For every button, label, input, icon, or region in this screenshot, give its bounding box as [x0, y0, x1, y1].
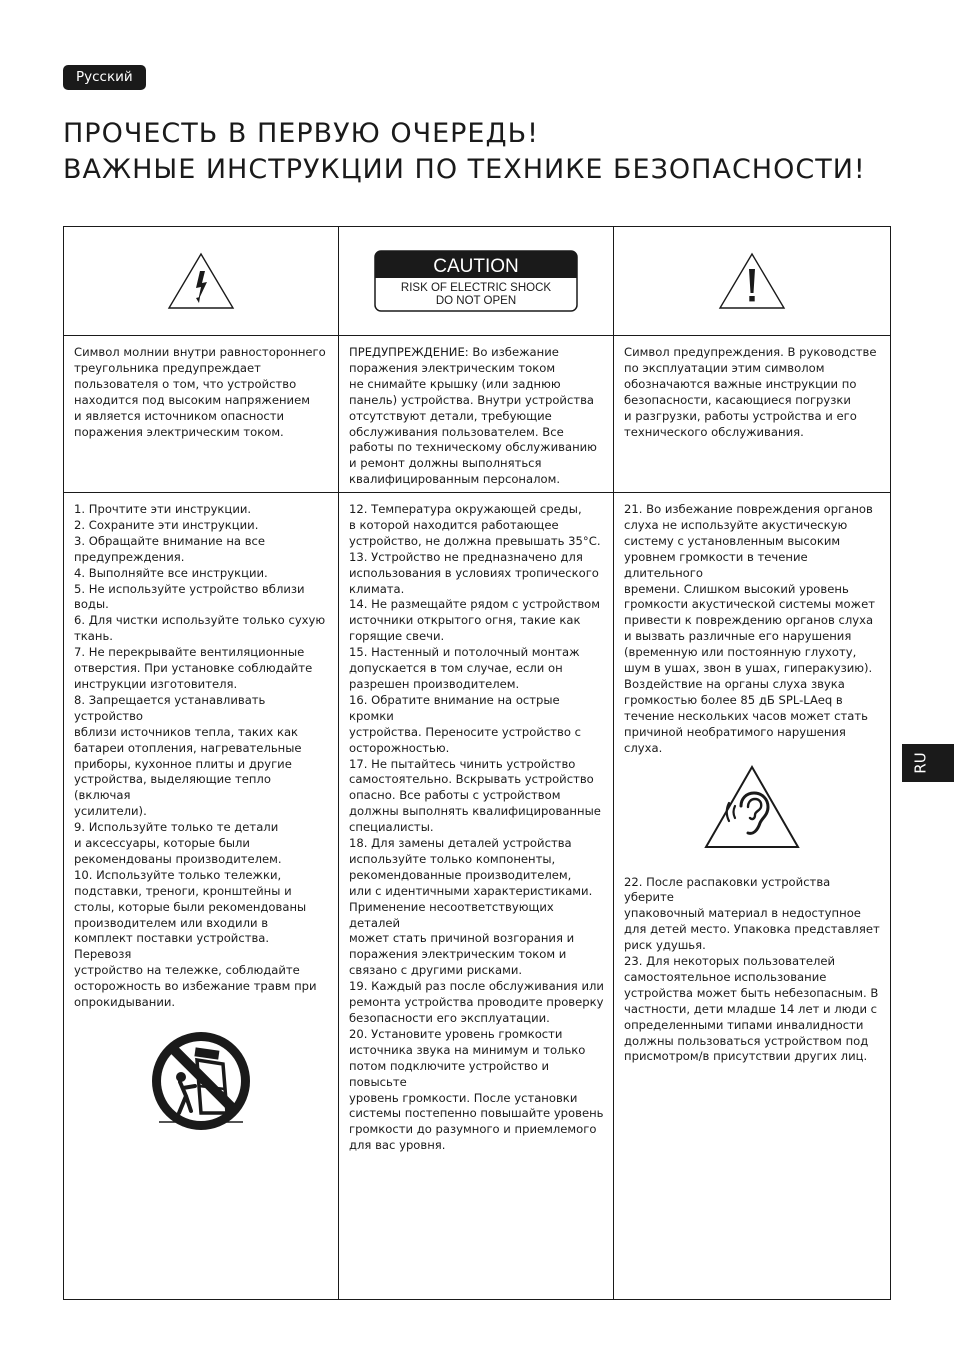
- text-line: привести к повреждению органов слуха: [624, 613, 874, 628]
- text-line: и аксессуары, которые были: [74, 836, 250, 851]
- language-badge: Русский: [63, 65, 146, 90]
- text-line: и вызвать различные его нарушения: [624, 629, 852, 644]
- text-line: 22. После распаковки устройства уберите: [624, 874, 831, 905]
- text-line: устройство, не должна превышать 35°C.: [349, 533, 601, 548]
- descriptions-row: [64, 336, 891, 493]
- text-line: должны пользоваться устройством под: [624, 1033, 869, 1048]
- text-line: источника звука на минимум и только: [349, 1042, 586, 1057]
- text-line: 16. Обратите внимание на острые кромки: [349, 692, 560, 723]
- caution-label-icon: [374, 250, 578, 312]
- side-tab-label: RU: [911, 752, 930, 774]
- text-line: инструкции изготовителя.: [74, 676, 238, 691]
- text-line: слуха не используйте акустическую: [624, 517, 848, 532]
- language-side-tab: [902, 744, 954, 782]
- text-line: причиной необратимого нарушения: [624, 724, 846, 739]
- text-line: источники открытого огня, такие как: [349, 613, 581, 628]
- text-line: поражения электрическим током и: [349, 947, 567, 962]
- text-line: использования в условиях тропического: [349, 565, 599, 580]
- text-line: панель) устройства. Внутри устройства: [349, 392, 595, 407]
- text-line: 18. Для замены деталей устройства: [349, 836, 572, 851]
- text-line: для вас уровня.: [349, 1138, 446, 1153]
- text-line: треугольника предупреждает: [74, 360, 261, 375]
- instructions-col-1: [64, 493, 339, 1300]
- text-line: подставки, треноги, кронштейны и: [74, 883, 292, 898]
- text-line: 13. Устройство не предназначено для: [349, 549, 583, 564]
- text-line: и ремонт должны выполняться: [349, 456, 542, 471]
- text-line: допускается в том случае, если он: [349, 661, 563, 676]
- text-line: для детей место. Упаковка представляет: [624, 922, 880, 937]
- text-line: устройства, выделяющие тепло (включая: [74, 772, 271, 803]
- text-line: 17. Не пытайтесь чинить устройство: [349, 756, 576, 771]
- text-line: и является источником опасности: [74, 408, 285, 423]
- exclamation-warning-icon: [717, 251, 787, 311]
- text-line: громкостью более 85 дБ SPL-LAeq в: [624, 692, 843, 707]
- exclamation-description: [614, 336, 890, 440]
- text-line: устройства может быть небезопасным. В: [624, 985, 879, 1000]
- text-line: связано с другими рисками.: [349, 963, 523, 978]
- text-line: 1. Прочтите эти инструкции.: [74, 502, 252, 516]
- instructions-col-3: [614, 493, 891, 1300]
- text-line: устройство на тележке, соблюдайте: [74, 963, 300, 978]
- text-line: 7. Не перекрывайте вентиляционные: [74, 645, 305, 660]
- text-line: 2. Сохраните эти инструкции.: [74, 517, 259, 532]
- text-line: рекомендованы производителем.: [74, 851, 282, 866]
- page-title: [63, 116, 866, 188]
- text-line: времени. Слишком высокий уровень: [624, 581, 849, 596]
- text-line: вблизи источников тепла, таких как: [74, 724, 299, 739]
- exclamation-description-cell: [614, 336, 891, 493]
- text-line: шум в ушах, звон в ушах, гиперакузию).: [624, 661, 873, 676]
- text-line: 3. Обращайте внимание на все: [74, 533, 266, 548]
- text-line: 4. Выполняйте все инструкции.: [74, 565, 268, 580]
- text-line: 23. Для некоторых пользователей: [624, 954, 836, 969]
- text-line: 20. Установите уровень громкости: [349, 1026, 563, 1041]
- instructions-row: [64, 493, 891, 1300]
- caution-description: [339, 336, 613, 488]
- text-line: пользователя о том, что устройство: [74, 376, 297, 391]
- text-line: систему с установленным высоким: [624, 533, 841, 548]
- lightning-description: [64, 336, 338, 440]
- text-line: ПРЕДУПРЕЖДЕНИЕ: Во избежание: [349, 345, 559, 359]
- text-line: находится под высоким напряжением: [74, 392, 310, 407]
- text-line: используйте только компоненты,: [349, 851, 556, 866]
- text-line: Символ молнии внутри равностороннего: [74, 345, 326, 359]
- text-line: производителем или входили в: [74, 915, 269, 930]
- text-line: и разгрузки, работы устройства и его: [624, 408, 857, 423]
- text-line: 12. Температура окружающей среды,: [349, 502, 582, 516]
- text-line: 9. Используйте только те детали: [74, 820, 279, 835]
- text-line: комплект поставки устройства. Перевозя: [74, 931, 270, 962]
- text-line: безопасности его эксплуатации.: [349, 1011, 550, 1025]
- text-line: горящие свечи.: [349, 629, 445, 644]
- text-line: громкости акустической системы может: [624, 597, 875, 612]
- text-line: Символ предупреждения. В руководстве: [624, 345, 877, 359]
- text-line: 15. Настенный и потолочный монтаж: [349, 645, 580, 660]
- text-line: системы постепенно повышайте уровень: [349, 1106, 604, 1121]
- text-line: разрешен производителем.: [349, 676, 520, 691]
- caution-description-cell: [339, 336, 614, 493]
- text-line: должны выполнять квалифицированные: [349, 804, 601, 819]
- text-line: осторожность во избежание травм при: [74, 979, 317, 994]
- text-line: ремонта устройства проводите проверку: [349, 995, 604, 1010]
- text-line: самостоятельное использование: [624, 969, 827, 984]
- instructions-col-2: [339, 493, 614, 1300]
- text-line: обозначаются важные инструкции по: [624, 376, 857, 391]
- cart-tip-over-warning-icon: [151, 1031, 251, 1131]
- text-line: потом подключите устройство и повысьте: [349, 1058, 550, 1089]
- lightning-description-cell: [64, 336, 339, 493]
- text-line: отсутствуют детали, требующие: [349, 408, 552, 423]
- text-line: предупреждения.: [74, 549, 185, 564]
- safety-table: [63, 226, 891, 1300]
- text-line: по эксплуатации этим символом: [624, 360, 825, 375]
- text-line: 10. Используйте только тележки,: [74, 867, 282, 882]
- text-line: упаковочный материал в недоступное: [624, 906, 861, 921]
- text-line: может стать причиной возгорания и: [349, 931, 575, 946]
- text-line: климата.: [349, 581, 405, 596]
- text-line: 21. Во избежание повреждения органов: [624, 502, 873, 516]
- caution-line-1: RISK OF ELECTRIC SHOCK: [400, 282, 552, 294]
- lightning-warning-icon: [166, 251, 236, 311]
- text-line: 14. Не размещайте рядом с устройством: [349, 597, 601, 612]
- text-line: столы, которые были рекомендованы: [74, 899, 307, 914]
- text-line: безопасности, касающиеся погрузки: [624, 392, 851, 407]
- text-line: поражения электрическим током: [349, 360, 556, 375]
- instructions-list-3-bottom: [614, 875, 890, 1066]
- text-line: громкости до разумного и приемлемого: [349, 1122, 597, 1137]
- text-line: присмотром/в присутствии других лиц.: [624, 1049, 868, 1064]
- text-line: технического обслуживания.: [624, 424, 804, 439]
- caution-label-cell: [339, 227, 614, 336]
- title-line-1: ПРОЧЕСТЬ В ПЕРВУЮ ОЧЕРЕДЬ!: [63, 118, 539, 149]
- text-line: 19. Каждый раз после обслуживания или: [349, 979, 604, 994]
- text-line: течение нескольких часов может стать: [624, 708, 868, 723]
- text-line: приборы, кухонное плиты и другие: [74, 756, 292, 771]
- hearing-damage-warning-icon: [704, 765, 800, 849]
- text-line: определенными типами инвалидности: [624, 1017, 864, 1032]
- text-line: обслуживания пользователем. Все: [349, 424, 564, 439]
- text-line: устройства. Переносите устройство с: [349, 724, 581, 739]
- text-line: (временную или постоянную глухоту,: [624, 645, 857, 660]
- text-line: опрокидывании.: [74, 995, 176, 1010]
- text-line: 6. Для чистки используйте только сухую: [74, 613, 326, 628]
- instructions-list-3-top: [614, 493, 890, 757]
- text-line: поражения электрическим током.: [74, 424, 284, 439]
- text-line: ткань.: [74, 629, 113, 644]
- text-line: уровнем громкости в течение длительного: [624, 549, 808, 580]
- text-line: риск удушья.: [624, 938, 706, 953]
- exclamation-symbol-cell: [614, 227, 891, 336]
- text-line: квалифицированным персоналом.: [349, 472, 561, 487]
- instructions-list-1: [64, 493, 338, 1011]
- text-line: самостоятельно. Вскрывать устройство: [349, 772, 594, 787]
- instructions-list-2: [339, 493, 613, 1154]
- text-line: частности, дети младше 14 лет и люди с: [624, 1001, 878, 1016]
- text-line: работы по техническому обслуживанию: [349, 440, 597, 455]
- text-line: батареи отопления, нагревательные: [74, 740, 302, 755]
- text-line: воды.: [74, 597, 109, 612]
- text-line: уровень громкости. После установки: [349, 1090, 578, 1105]
- text-line: 8. Запрещается устанавливать устройство: [74, 692, 266, 723]
- text-line: Применение несоответствующих деталей: [349, 899, 554, 930]
- caution-title: CAUTION: [433, 256, 519, 277]
- caution-line-2: DO NOT OPEN: [435, 295, 517, 307]
- text-line: опасно. Все работы с устройством: [349, 788, 561, 803]
- lightning-symbol-cell: [64, 227, 339, 336]
- text-line: 5. Не используйте устройство вблизи: [74, 581, 305, 596]
- text-line: слуха.: [624, 740, 663, 755]
- text-line: в которой находится работающее: [349, 517, 559, 532]
- text-line: специалисты.: [349, 820, 434, 835]
- text-line: или с идентичными характеристиками.: [349, 883, 593, 898]
- text-line: Воздействие на органы слуха звука: [624, 676, 845, 691]
- symbols-row: [64, 227, 891, 336]
- title-line-2: ВАЖНЫЕ ИНСТРУКЦИИ ПО ТЕХНИКЕ БЕЗОПАСНОСТИ!: [63, 154, 866, 185]
- text-line: усилители).: [74, 804, 147, 819]
- text-line: осторожностью.: [349, 740, 450, 755]
- text-line: не снимайте крышку (или заднюю: [349, 376, 561, 391]
- text-line: отверстия. При установке соблюдайте: [74, 661, 313, 676]
- text-line: рекомендованные производителем,: [349, 867, 572, 882]
